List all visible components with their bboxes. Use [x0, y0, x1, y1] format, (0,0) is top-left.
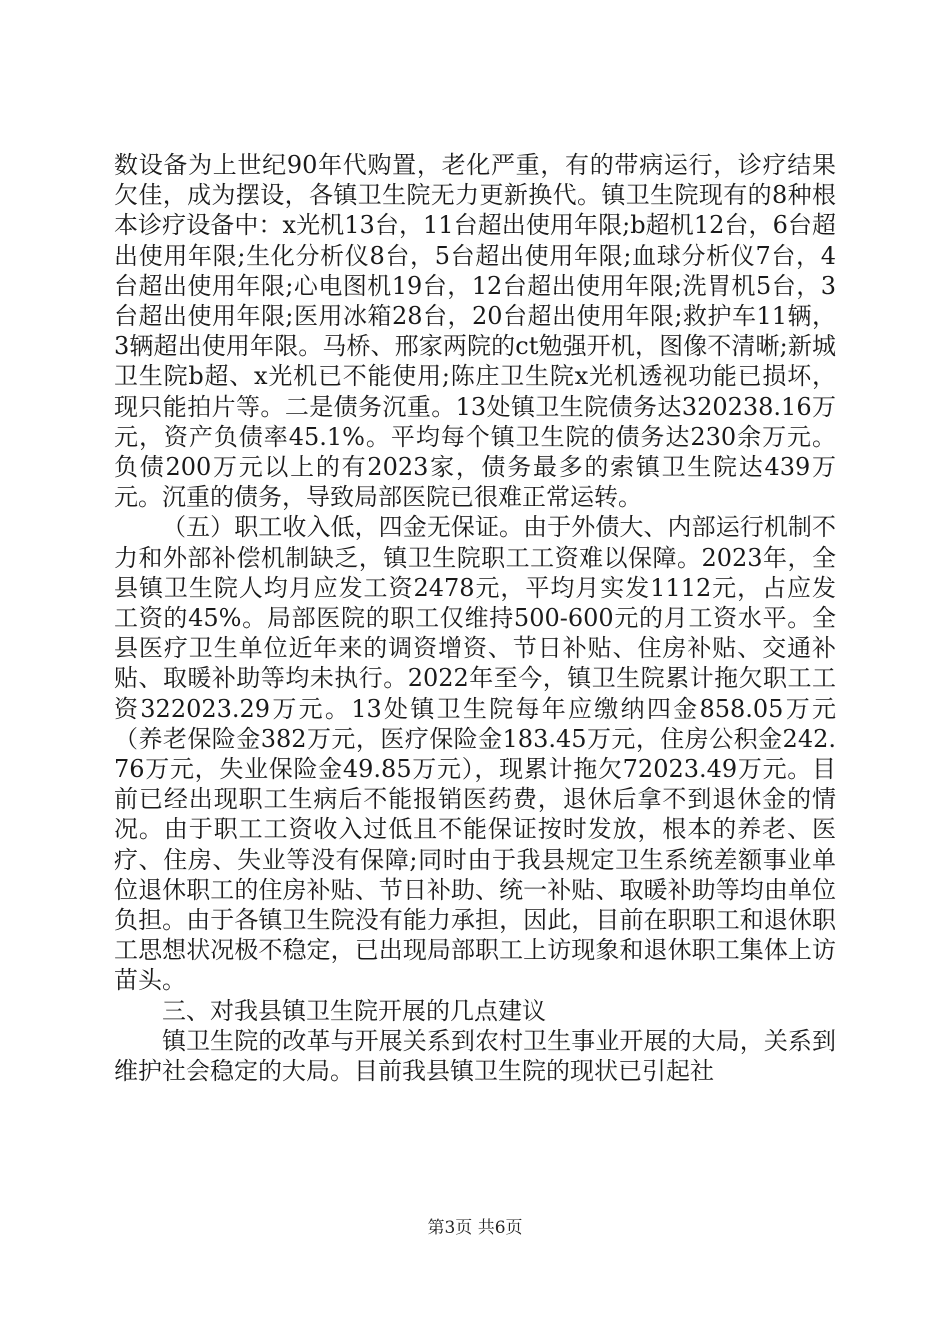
section-heading-suggestions: 三、对我县镇卫生院开展的几点建议: [162, 996, 546, 1025]
paragraph-equipment-debt: 数设备为上世纪90年代购置，老化严重，有的带病运行，诊疗结果欠佳，成为摆设，各镇卫生院无力更新换代。镇卫生院现有的8种根本诊疗设备中：x光机13台，11台超出使用年限;b超机12台，6台超出使用年限;生化分析仪8台，5台超出使用年限;血球分析仪7台，4台超出使用年限;心电图机19台，12台超出使用年限;洗胃机5台，3台超出使用年限;医用冰箱28台，20台超出使用年限;救护车11辆，3辆超出使用年限。马桥、邢家两院的ct勉强开机，图像不清晰;新城卫生院b超、x光机已不能使用;陈庄卫生院x光机透视功能已损坏，现只能拍片等。二是债务沉重。13处镇卫生院债务达320238.16万元，资产负债率45.1%。平均每个镇卫生院的债务达230余万元。负债200万元以上的有2023家，债务最多的索镇卫生院达439万元。沉重的债务，导致局部医院已很难正常运转。: [114, 151, 836, 512]
paragraph-reform-importance: 镇卫生院的改革与开展关系到农村卫生事业开展的大局，关系到维护社会稳定的大局。目前我县镇卫生院的现状已引起社: [114, 1026, 836, 1086]
paragraph-staff-income: （五）职工收入低，四金无保证。由于外债大、内部运行机制不力和外部补偿机制缺乏，镇卫生院职工工资难以保障。2023年，全县镇卫生院人均月应发工资2478元，平均月实发1112元，占应发工资的45%。局部医院的职工仅维持500-600元的月工资水平。全县医疗卫生单位近年来的调资增资、节日补贴、住房补贴、交通补贴、取暖补助等均未执行。2022年至今，镇卫生院累计拖欠职工工资322023.29万元。13处镇卫生院每年应缴纳四金858.05万元（养老保险金382万元，医疗保险金183.45万元，住房公积金242.76万元，失业保险金49.85万元），现累计拖欠72023.49万元。目前已经出现职工生病后不能报销医药费，退休后拿不到退休金的情况。由于职工工资收入过低且不能保证按时发放，根本的养老、医疗、住房、失业等没有保障;同时由于我县规定卫生系统差额事业单位退休职工的住房补贴、节日补助、统一补贴、取暖补助等均由单位负担。由于各镇卫生院没有能力承担，因此，目前在职职工和退休职工思想状况极不稳定，已出现局部职工上访现象和退休职工集体上访苗头。: [114, 513, 836, 995]
page-number-footer: 第3页 共6页: [427, 1218, 523, 1238]
document-body: [114, 150, 836, 1086]
